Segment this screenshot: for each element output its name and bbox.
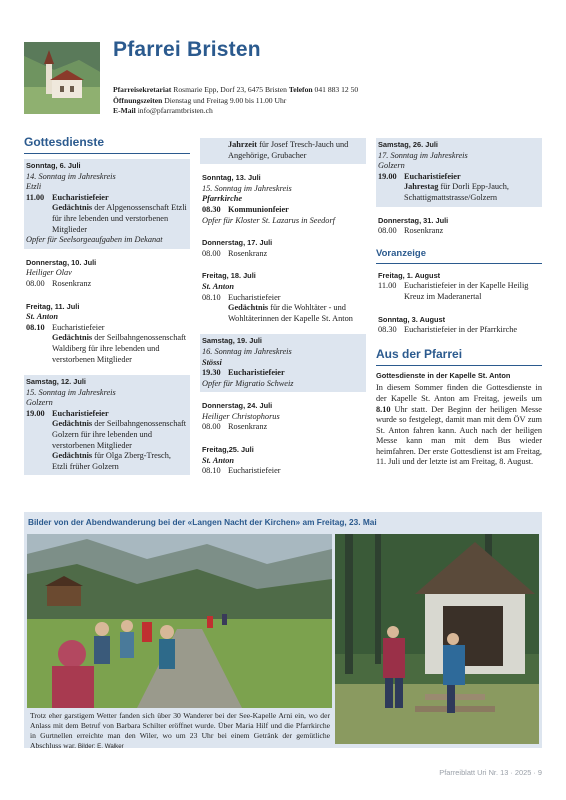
section-heading-aus-der-pfarrei: Aus der Pfarrei bbox=[376, 346, 463, 361]
service-block: Donnerstag, 10. Juli Heiliger Olav 08.00 Rosenkranz bbox=[26, 257, 97, 288]
photo-caption: Trotz eher garstigem Wetter fanden sich über 30 Wanderer bei der See-Kapelle Arni ein, wo der Anlass mit dem Betruf von Barbara Schilter eröffnet wurde. Über Maria Hilf und die Pfarrkirche in Gurtnellen erreichte man den Wiler, wo um 23 Uhr bei einem Getränk der gemütliche Abschluss war. Bilder: E. Walker bbox=[30, 711, 330, 750]
service-block: Sonntag, 3. August 08.30 Eucharistiefeier in der Pfarrkirche bbox=[378, 314, 518, 335]
contact-info: Pfarreisekretariat Rosmarie Epp, Dorf 23, 6475 Bristen Telefon 041 883 12 50 Öffnungszeiten Dienstag und Freitag 9.00 bis 11.00 Uhr E-Mail info@pfarramtbristen.ch bbox=[113, 85, 359, 116]
service-block: Samstag, 19. Juli 16. Sonntag im Jahreskreis Stössi 19.30 Eucharistiefeier Opfer für Migratio Schweiz bbox=[200, 334, 366, 392]
column-middle bbox=[200, 138, 366, 487]
page-footer: Pfarreiblatt Uri Nr. 13 · 2025 · 9 bbox=[439, 768, 542, 777]
service-block: Freitag, 11. Juli St. Anton 08.10 Eucharistiefeier Gedächtnis der Seilbahngenossenschaft Waldiberg für ihre lebenden und verstorbenen Mitglieder bbox=[26, 301, 187, 364]
divider bbox=[376, 365, 542, 366]
article-title: Gottesdienste in der Kapelle St. Anton bbox=[376, 370, 511, 380]
church-photo bbox=[24, 42, 100, 114]
chapel-photo bbox=[335, 534, 539, 744]
service-block: Donnerstag, 17. Juli 08.00 Rosenkranz bbox=[202, 238, 273, 258]
service-block: Donnerstag, 31. Juli 08.00 Rosenkranz bbox=[378, 215, 449, 236]
column-right bbox=[376, 138, 542, 468]
service-block: Freitag,25. Juli St. Anton 08.10 Eucharistiefeier bbox=[202, 445, 281, 476]
service-block: Freitag, 18. Juli St. Anton 08.10 Eucharistiefeier Gedächtnis für die Wohltäter - und Wohltäterinnen der Kapelle St. Anton bbox=[202, 271, 353, 323]
service-block: Samstag, 12. Juli 15. Sonntag im Jahreskreis Golzern 19.00 Eucharistiefeier Gedächtnis der Seilbahngenossenschaft Golzern für ihre lebenden und verstorbenen Mitglieder Gedächtnis für Olga Zberg-Tresch, Etzli früher Golzern bbox=[24, 375, 190, 475]
service-block: Sonntag, 6. Juli 14. Sonntag im Jahreskreis Etzli 11.00 Eucharistiefeier Gedächtnis der Alpgenossenschaft Etzli für ihre lebenden und verstorbenen Mitglieder Opfer für Seelsorgeaufgaben im Dekanat bbox=[24, 159, 190, 249]
page-title: Pfarrei Bristen bbox=[113, 38, 261, 61]
service-block: Samstag, 26. Juli 17. Sonntag im Jahreskreis Golzern 19.00 Eucharistiefeier Jahrestag für Dorli Epp-Jauch, Schattigmattstrasse/Golzern bbox=[376, 138, 542, 207]
hikers-photo bbox=[27, 534, 332, 708]
service-block: Jahrzeit für Josef Tresch-Jauch und Angehörige, Grubacher bbox=[200, 138, 366, 164]
photo-credit: Bilder: E. Walker bbox=[77, 743, 124, 750]
article-body: In diesem Sommer finden die Gottesdienste in der Kapelle St. Anton am Freitag, jeweils um 8.10 Uhr statt. Der Beginn der heiligen Messe wurde so festgelegt, damit man mit dem ÖV zum St. Anton fahren kann. Auch nach der heiligen Messe kann man mit dem Bus wieder heimfahren. Der erste Gottesdienst ist am Freitag, 11. Juli und der letzte ist am Freitag, 8. August. bbox=[376, 383, 542, 467]
service-block: Sonntag, 13. Juli 15. Sonntag im Jahreskreis Pfarrkirche 08.30 Kommunionfeier Opfer für Kloster St. Lazarus in Seedorf bbox=[202, 173, 335, 225]
divider bbox=[24, 153, 190, 154]
photo-section-title: Bilder von der Abendwanderung bei der «Langen Nacht der Kirchen» am Freitag, 23. Mai bbox=[28, 517, 377, 527]
divider bbox=[376, 263, 542, 264]
service-block: Donnerstag, 24. Juli Heiliger Christophorus 08.00 Rosenkranz bbox=[202, 401, 280, 432]
section-heading-gottesdienste: Gottesdienste bbox=[24, 135, 105, 149]
service-block: Freitag, 1. August 11.00 Eucharistiefeier in der Kapelle Heilig Kreuz im Maderanertal bbox=[378, 270, 529, 301]
section-heading-voranzeige: Voranzeige bbox=[376, 247, 426, 259]
column-gottesdienste bbox=[24, 134, 190, 482]
photo-section bbox=[24, 512, 542, 748]
